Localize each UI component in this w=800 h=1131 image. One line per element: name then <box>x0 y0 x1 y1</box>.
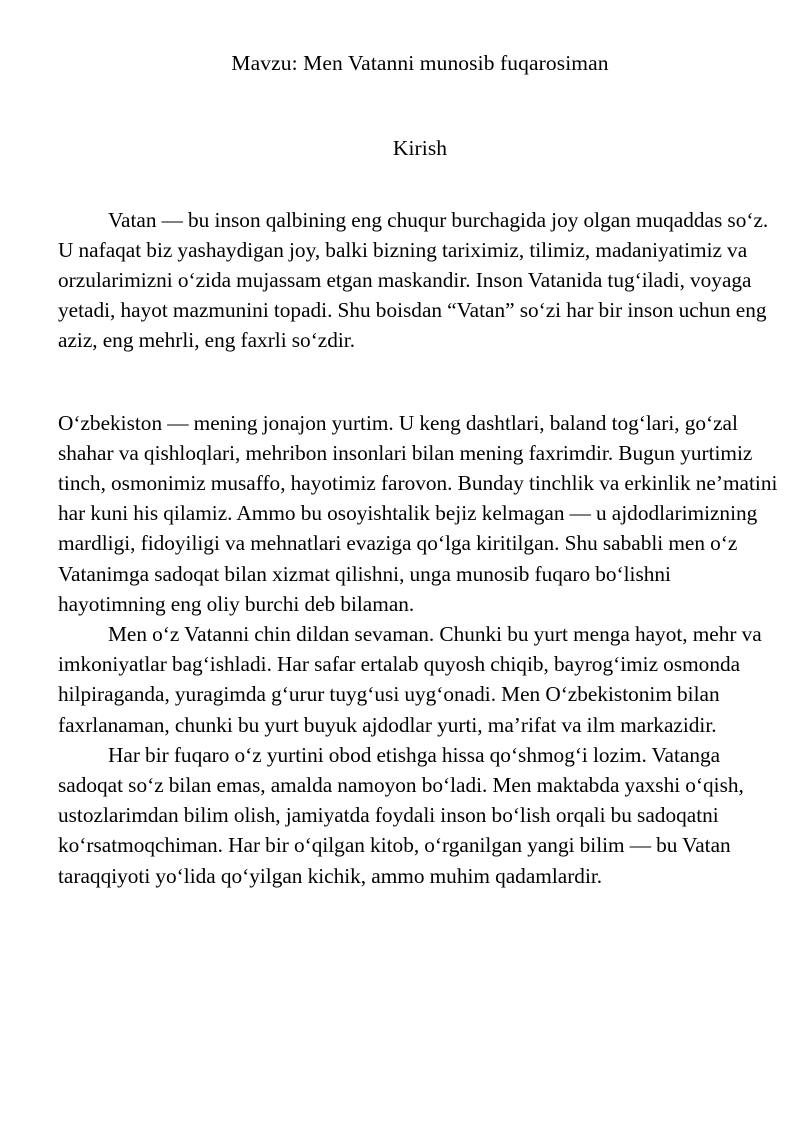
body-paragraph: Men oʻz Vatanni chin dildan sevaman. Chunki bu yurt menga hayot, mehr va imkoniyatlar bagʻishladi. Har safar ertalab quyosh chiqib, bayrogʻimiz osmonda hilpiraganda, yuragimda gʻurur tuygʻusi uygʻonadi. Men Oʻzbekistonim bilan faxrlanaman, chunki bu yurt buyuk ajdodlar yurti, ma’rifat va ilm markazidir. <box>58 622 762 737</box>
body-paragraph: Vatan — bu inson qalbining eng chuqur burchagida joy olgan muqaddas soʻz. U nafaqat biz yashaydigan joy, balki bizning tariximiz, tilimiz, madaniyatimiz va orzularimizni oʻzida mujassam etgan maskandir. Inson Vatanida tugʻiladi, voyaga yetadi, hayot mazmunini topadi. Shu boisdan “Vatan” soʻzi har bir inson uchun eng aziz, eng mehrli, eng faxrli soʻzdir. <box>58 207 769 353</box>
body-paragraph: Oʻzbekiston — mening jonajon yurtim. U keng dashtlari, baland togʻlari, goʻzal shahar va qishloqlari, mehribon insonlari bilan mening faxrimdir. Bugun yurtimiz tinch, osmonimiz musaffo, hayotimiz farovon. Bunday tinchlik va erkinlik ne’matini har kuni his qilamiz. Ammo bu osoyishtalik bejiz kelmagan — u ajdodlarimizning mardligi, fidoyiligi va mehnatlari evaziga qoʻlga kiritilgan. Shu sababli men oʻz Vatanimga sadoqat bilan xizmat qilishni, unga munosib fuqaro boʻlishni hayotimning eng oliy burchi deb bilaman. <box>58 410 778 616</box>
document-body <box>58 0 782 891</box>
section-heading-kirish: Kirish <box>392 135 448 160</box>
body-paragraph: Har bir fuqaro oʻz yurtini obod etishga hissa qoʻshmogʻi lozim. Vatanga sadoqat soʻz bilan emas, amalda namoyon boʻladi. Men maktabda yaxshi oʻqish, ustozlarimdan bilim olish, jamiyatda foydali inson boʻlish orqali bu sadoqatni koʻrsatmoqchiman. Har bir oʻqilgan kitob, oʻrganilgan yangi bilim — bu Vatan taraqqiyoti yoʻlida qoʻyilgan kichik, ammo muhim qadamlardir. <box>58 742 744 888</box>
page-title: Mavzu: Men Vatanni munosib fuqarosiman <box>231 51 609 75</box>
